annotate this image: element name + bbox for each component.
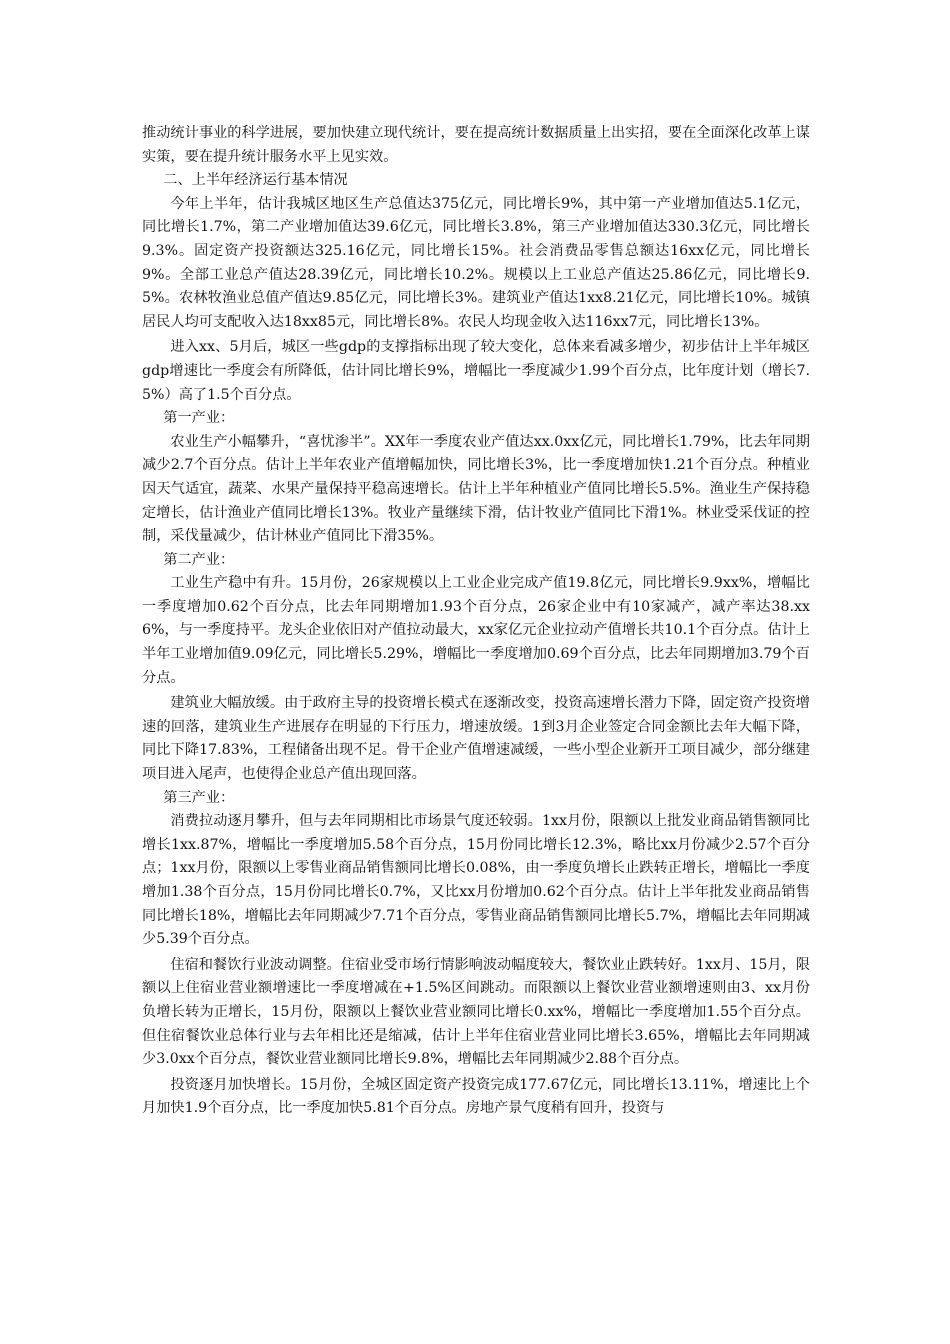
subheading-tertiary-industry: 第三产业：: [163, 789, 235, 806]
paragraph-investment: 投资逐月加快增长。15月份，全城区固定资产投资完成177.67亿元，同比增长13.11%，增速比上个月加快1.9个百分点，比一季度加快5.81个百分点。房地产景气度稍有回升，投资与: [142, 1076, 810, 1117]
paragraph-construction: 建筑业大幅放缓。由于政府主导的投资增长模式在逐渐改变，投资高速增长潜力下降，固定资产投资增速的回落，建筑业生产进展存在明显的下行压力，增速放缓。1到3月企业签定合同金额比去年大幅下降，同比下降17.83%，工程储备出现不足。骨干企业产值增速减缓，一些小型企业新开工项目减少，部分继建项目进入尾声，也使得企业总产值出现回落。: [142, 695, 810, 783]
paragraph-agriculture: 农业生产小幅攀升，“喜忧渗半”。XX年一季度农业产值达xx.0xx亿元，同比增长1.79%，比去年同期减少2.7个百分点。估计上半年农业产值增幅加快，同比增长3%，比一季度增加快1.21个百分点。种植业因天气适宜，蔬菜、水果产量保持平稳高速增长。估计上半年种植业产值同比增长5.5%。渔业生产保持稳定增长，估计渔业产值同比增长13%。牧业产量继续下滑，估计牧业产值同比下滑1%。林业受采伐证的控制，采伐量减少，估计林业产值同比下滑35%。: [142, 433, 810, 545]
paragraph-gdp-trend: 进入xx、5月后，城区一些gdp的支撑指标出现了较大变化，总体来看减多增少，初步估计上半年城区gdp增速比一季度会有所降低，估计同比增长9%，增幅比一季度减少1.99个百分点，比年度计划（增长7.5%）高了1.5个百分点。: [142, 339, 810, 403]
section-heading-economic-overview: 二、上半年经济运行基本情况: [163, 172, 348, 189]
paragraph-intro-continuation: 推动统计事业的科学进展，要加快建立现代统计，要在提高统计数据质量上出实招，要在全面深化改革上谋实策，要在提升统计服务水平上见实效。: [142, 125, 810, 165]
paragraph-industry: 工业生产稳中有升。15月份，26家规模以上工业企业完成产值19.8亿元，同比增长9.9xx%，增幅比一季度增加0.62个百分点，比去年同期增加1.93个百分点，26家企业中有10家减产，减产率达38.xx6%，与一季度持平。龙头企业依旧对产值拉动最大，xx家亿元企业拉动产值增长共10.1个百分点。估计上半年工业增加值9.09亿元，同比增长5.29%，增幅比一季度增加0.69个百分点，比去年同期增加3.79个百分点。: [142, 575, 810, 686]
paragraph-consumption: 消费拉动逐月攀升，但与去年同期相比市场景气度还较弱。1xx月份，限额以上批发业商品销售额同比增长1xx.87%，增幅比一季度增加5.58个百分点，15月份同比增长12.3%，略比xx月份减少2.57个百分点；1xx月份，限额以上零售业商品销售额同比增长0.08%，由一季度负增长止跌转正增长，增幅比一季度增加1.38个百分点，15月份同比增长0.7%，又比xx月份增加0.62个百分点。估计上半年批发业商品销售同比增长18%，增幅比去年同期减少7.71个百分点，零售业商品销售额同比增长5.7%，增幅比去年同期减少5.39个百分点。: [142, 813, 810, 948]
subheading-primary-industry: 第一产业：: [163, 410, 235, 427]
document-body: [142, 122, 810, 1121]
paragraph-overview-figures: 今年上半年，估计我城区地区生产总值达375亿元，同比增长9%，其中第一产业增加值达5.1亿元，同比增长1.7%，第二产业增加值达39.6亿元，同比增长3.8%，第三产业增加值达330.3亿元，同比增长9.3%。固定资产投资额达325.16亿元，同比增长15%。社会消费品零售总额达16xx亿元，同比增长9%。全部工业总产值达28.39亿元，同比增长10.2%。规模以上工业总产值达25.86亿元，同比增长9.5%。农林牧渔业总值产值达9.85亿元，同比增长3%。建筑业产值达1xx8.21亿元，同比增长10%。城镇居民人均可支配收入达18xx85元，同比增长8%。农民人均现金收入达116xx7元，同比增长13%。: [142, 195, 810, 330]
paragraph-hospitality: 住宿和餐饮行业波动调整。住宿业受市场行情影响波动幅度较大，餐饮业止跌转好。1xx月、15月，限额以上住宿业营业额增速比一季度增减在+1.5%区间跳动。而限额以上餐饮业营业额增速则由3、xx月份负增长转为正增长，15月份，限额以上餐饮业营业额同比增长0.xx%，增幅比一季度增加1.55个百分点。但住宿餐饮业总体行业与去年相比还是缩减，估计上半年住宿业营业同比增长3.65%，增幅比去年同期减少3.0xx个百分点，餐饮业营业额同比增长9.8%，增幅比去年同期减少2.88个百分点。: [142, 956, 810, 1068]
subheading-secondary-industry: 第二产业：: [163, 551, 235, 568]
